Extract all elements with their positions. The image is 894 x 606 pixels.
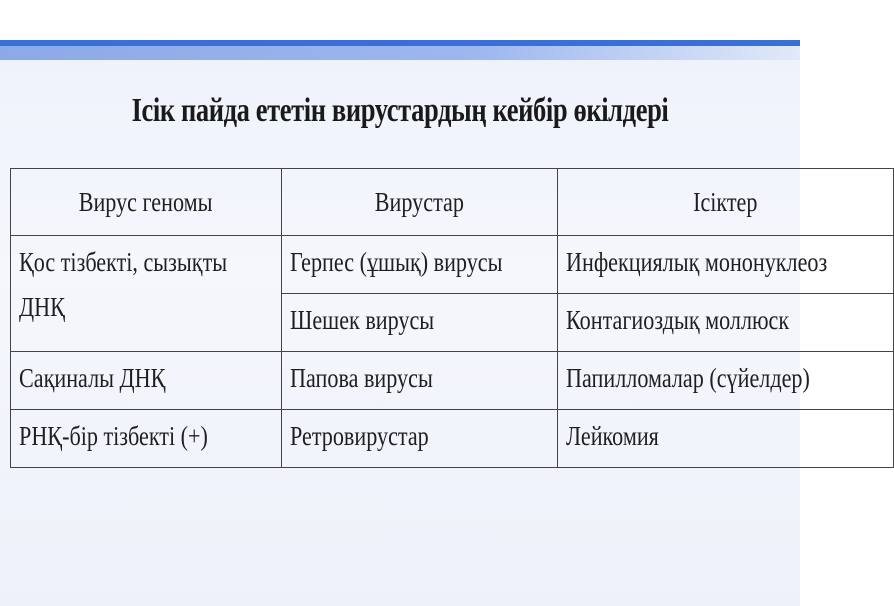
virus-cell: Ретровирустар	[281, 410, 557, 468]
page-title: Ісік пайда ететін вирустардың кейбір өкілдері	[131, 92, 669, 129]
tumor-cell: Инфекциялық мононуклеоз	[557, 236, 893, 294]
tumor-cell: Папилломалар (сүйелдер)	[557, 352, 893, 410]
genome-text: ДНҚ	[19, 291, 65, 322]
table-row	[11, 410, 894, 468]
virus-cell: Герпес (ұшық) вирусы	[281, 236, 557, 294]
table-header-row	[11, 169, 894, 236]
genome-cell	[11, 236, 282, 352]
tumor-cell: Лейкомия	[557, 410, 893, 468]
header-viruses: Вирустар	[281, 169, 557, 236]
genome-cell: РНҚ-бір тізбекті (+)	[11, 410, 282, 468]
table-row	[11, 236, 894, 294]
table-row	[11, 352, 894, 410]
genome-cell: Сақиналы ДНҚ	[11, 352, 282, 410]
tumor-cell: Контагиоздық моллюск	[557, 294, 893, 352]
virus-table	[10, 168, 894, 468]
virus-cell: Папова вирусы	[281, 352, 557, 410]
header-genome: Вирус геномы	[11, 169, 282, 236]
top-blank-area	[0, 0, 800, 40]
virus-cell: Шешек вирусы	[281, 294, 557, 352]
slide-accent-bar	[0, 46, 800, 60]
genome-text: Қос тізбекті, сызықты	[19, 247, 228, 277]
header-tumors: Ісіктер	[557, 169, 893, 236]
